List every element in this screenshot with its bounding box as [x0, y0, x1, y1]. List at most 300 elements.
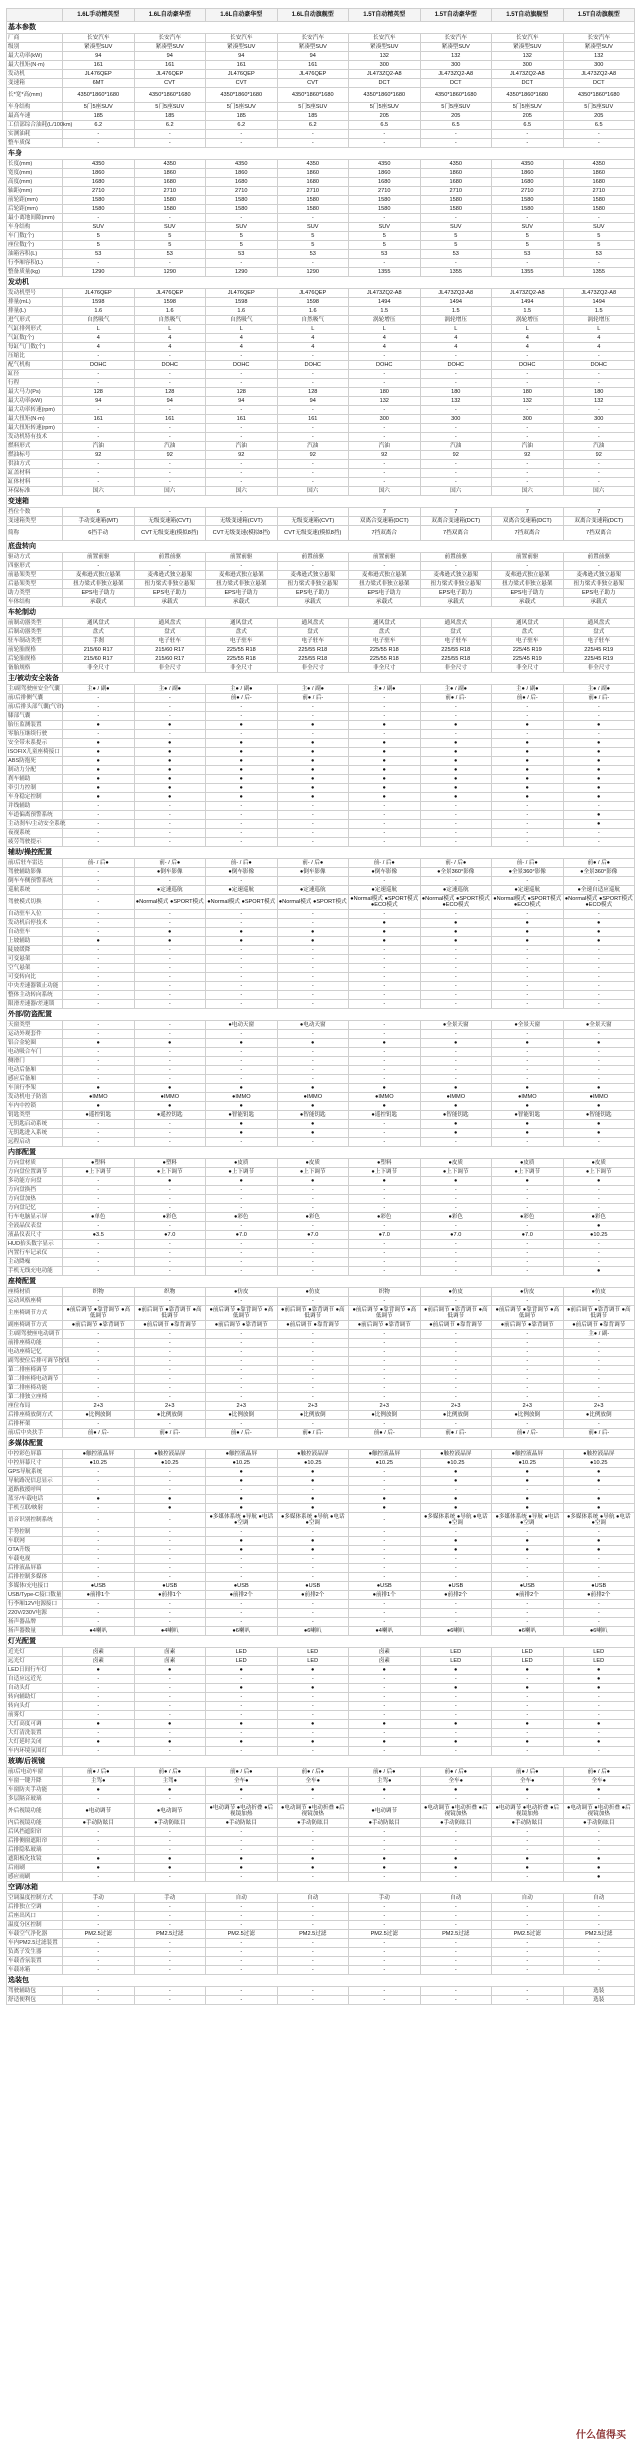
spec-row: [7, 589, 635, 598]
spec-label: 大灯延时关闭: [7, 1738, 63, 1747]
spec-value: 2+3: [134, 1402, 206, 1411]
spec-value: -: [63, 1138, 135, 1147]
spec-value: ●: [277, 1102, 349, 1111]
spec-value: -: [134, 1987, 206, 1996]
spec-value: -: [420, 1204, 492, 1213]
spec-value: 扭力梁式非独立悬架: [349, 580, 421, 589]
spec-value: ●: [134, 739, 206, 748]
spec-row: [7, 1546, 635, 1555]
spec-value: 94: [206, 397, 278, 406]
spec-row: [7, 619, 635, 628]
spec-value: -: [563, 1939, 635, 1948]
spec-label: 手机无线充电功能: [7, 1267, 63, 1276]
spec-row: [7, 553, 635, 562]
spec-value: 1860: [63, 169, 135, 178]
spec-value: ●电动调节 ●电动折叠 ●后视镜加热: [277, 1804, 349, 1819]
header-row: [7, 9, 635, 22]
spec-value: -: [63, 1600, 135, 1609]
spec-value: ●: [349, 1504, 421, 1513]
spec-value: ●前后调节 ●靠背调节: [349, 1321, 421, 1330]
spec-label: 最大马力(Ps): [7, 388, 63, 397]
spec-value: 长安汽车: [63, 34, 135, 43]
spec-row: [7, 406, 635, 415]
spec-label: 空气悬架: [7, 964, 63, 973]
spec-value: -: [349, 694, 421, 703]
spec-row: [7, 1711, 635, 1720]
spec-value: 通风盘式: [492, 619, 564, 628]
spec-value: 205: [349, 112, 421, 121]
spec-row: [7, 1912, 635, 1921]
spec-label: GPS导航系统: [7, 1468, 63, 1477]
spec-value: DOHC: [134, 361, 206, 370]
spec-value: ●: [349, 1102, 421, 1111]
spec-value: -: [206, 1393, 278, 1402]
spec-row: [7, 316, 635, 325]
spec-value: -: [349, 259, 421, 268]
spec-value: ●: [349, 1084, 421, 1093]
spec-value: -: [206, 1075, 278, 1084]
spec-value: 161: [63, 61, 135, 70]
spec-value: -: [349, 1513, 421, 1528]
spec-row: [7, 1666, 635, 1675]
spec-row: [7, 730, 635, 739]
spec-value: ●触控液晶屏: [134, 1450, 206, 1459]
spec-label: 长*宽*高(mm): [7, 88, 63, 103]
spec-value: 5: [349, 232, 421, 241]
spec-value: JL473ZQ2-A8: [492, 70, 564, 79]
spec-value: 麦弗逊式独立悬架: [349, 571, 421, 580]
spec-value: 手动: [349, 1894, 421, 1903]
spec-value: ●彩色: [420, 1213, 492, 1222]
spec-value: 织物: [134, 1288, 206, 1297]
spec-row: [7, 1537, 635, 1546]
spec-value: ●: [206, 1177, 278, 1186]
spec-value: -: [420, 406, 492, 415]
spec-label: 胎压监测装置: [7, 721, 63, 730]
spec-value: 通风盘式: [349, 619, 421, 628]
spec-value: JL476QEP: [63, 70, 135, 79]
spec-value: 7: [349, 508, 421, 517]
spec-value: 5门5座SUV: [349, 103, 421, 112]
spec-row: [7, 1120, 635, 1129]
spec-value: 盘式: [206, 628, 278, 637]
spec-value: -: [63, 562, 135, 571]
spec-value: -: [563, 1393, 635, 1402]
spec-value: ●10.25: [63, 1459, 135, 1468]
spec-value: -: [349, 1075, 421, 1084]
spec-label: 转向头灯: [7, 1702, 63, 1711]
spec-value: 7: [420, 508, 492, 517]
spec-label: 空调温度控制方式: [7, 1894, 63, 1903]
spec-value: -: [349, 1987, 421, 1996]
spec-value: -: [492, 1222, 564, 1231]
spec-value: ●: [277, 1039, 349, 1048]
spec-row: [7, 268, 635, 277]
spec-value: ●: [563, 1084, 635, 1093]
spec-value: -: [492, 1828, 564, 1837]
spec-value: -: [63, 1987, 135, 1996]
spec-value: -: [277, 1138, 349, 1147]
spec-value: -: [206, 130, 278, 139]
spec-row: [7, 1627, 635, 1636]
spec-value: -: [349, 1966, 421, 1975]
spec-label: 整车质保: [7, 139, 63, 148]
spec-value: 扭力梁式非独立悬架: [492, 580, 564, 589]
spec-value: 161: [277, 415, 349, 424]
spec-label: 倒车车侧预警系统: [7, 877, 63, 886]
spec-value: ●: [420, 1120, 492, 1129]
spec-value: ●前后调节 ●靠背调节 ●高低调节: [349, 1306, 421, 1321]
spec-label: 每缸气门数(个): [7, 343, 63, 352]
spec-value: PM2.5过滤: [277, 1930, 349, 1939]
spec-value: -: [349, 730, 421, 739]
spec-value: ●: [277, 1477, 349, 1486]
spec-value: ●皮质: [277, 1159, 349, 1168]
spec-label: 后轮胎规格: [7, 655, 63, 664]
spec-value: CVT无级变速(模拟8挡): [206, 526, 278, 541]
spec-value: -: [63, 370, 135, 379]
spec-value: -: [349, 1000, 421, 1009]
spec-value: -: [420, 379, 492, 388]
spec-label: 主/副驾驶座电动调节: [7, 1330, 63, 1339]
spec-row: [7, 1957, 635, 1966]
spec-value: 电子驻车: [492, 637, 564, 646]
spec-row: [7, 1231, 635, 1240]
spec-value: -: [349, 1573, 421, 1582]
spec-value: -: [349, 1903, 421, 1912]
spec-value: -: [63, 1996, 135, 2005]
spec-value: -: [277, 1921, 349, 1930]
spec-value: -: [134, 469, 206, 478]
spec-value: -: [206, 214, 278, 223]
spec-value: -: [492, 1057, 564, 1066]
spec-value: -: [420, 1837, 492, 1846]
spec-value: -: [63, 1903, 135, 1912]
spec-value: L: [563, 325, 635, 334]
spec-value: ●: [134, 784, 206, 793]
spec-value: ●: [206, 721, 278, 730]
spec-row: [7, 694, 635, 703]
spec-value: LED: [563, 1657, 635, 1666]
spec-value: ●: [134, 757, 206, 766]
spec-value: 7: [563, 508, 635, 517]
spec-value: -: [420, 1948, 492, 1957]
spec-value: -: [206, 562, 278, 571]
spec-value: -: [134, 1564, 206, 1573]
spec-label: 第二排座椅功能: [7, 1384, 63, 1393]
spec-value: ●智能钥匙: [420, 1111, 492, 1120]
spec-value: 300: [420, 61, 492, 70]
spec-value: -: [63, 214, 135, 223]
spec-value: 2710: [206, 187, 278, 196]
spec-value: -: [206, 1204, 278, 1213]
spec-value: 电子驻车: [206, 637, 278, 646]
spec-value: -: [277, 910, 349, 919]
spec-label: 助力类型: [7, 589, 63, 598]
spec-value: ●: [134, 1039, 206, 1048]
spec-label: 温度分区控制: [7, 1921, 63, 1930]
spec-value: ●仿皮: [206, 1288, 278, 1297]
spec-value: -: [492, 1966, 564, 1975]
spec-value: -: [563, 139, 635, 148]
spec-value: -: [63, 1486, 135, 1495]
spec-value: ●上下调节: [134, 1168, 206, 1177]
spec-value: -: [277, 1747, 349, 1756]
spec-value: EPS电子助力: [63, 589, 135, 598]
spec-value: ●前排1个: [134, 1591, 206, 1600]
spec-row: [7, 1057, 635, 1066]
spec-value: 电子驻车: [277, 637, 349, 646]
spec-value: 自动: [420, 1894, 492, 1903]
spec-value: JL473ZQ2-A8: [563, 70, 635, 79]
spec-value: -: [277, 973, 349, 982]
spec-value: -: [563, 424, 635, 433]
spec-table: [6, 8, 635, 2005]
spec-value: -: [277, 1222, 349, 1231]
spec-value: -: [420, 877, 492, 886]
spec-value: ●上下调节: [563, 1168, 635, 1177]
spec-value: -: [63, 1297, 135, 1306]
spec-value: 6.5: [492, 121, 564, 130]
spec-value: 185: [134, 112, 206, 121]
spec-value: ●6喇叭: [420, 1627, 492, 1636]
spec-row: [7, 886, 635, 895]
spec-value: ●: [492, 1177, 564, 1186]
spec-value: 扭力梁式非独立悬架: [134, 580, 206, 589]
spec-value: -: [206, 811, 278, 820]
spec-value: -: [349, 1330, 421, 1339]
spec-value: -: [420, 1702, 492, 1711]
spec-value: -: [134, 1609, 206, 1618]
spec-value: -: [134, 1828, 206, 1837]
spec-label: 前轮胎规格: [7, 646, 63, 655]
spec-value: SUV: [349, 223, 421, 232]
spec-row: [7, 1159, 635, 1168]
spec-value: -: [206, 1795, 278, 1804]
spec-value: -: [563, 1921, 635, 1930]
spec-row: [7, 1075, 635, 1084]
section-title: 玻璃/后视镜: [7, 1756, 635, 1768]
spec-value: 4350*1860*1680: [134, 88, 206, 103]
spec-value: ●触控液晶屏: [420, 1450, 492, 1459]
spec-value: ●定速巡航: [420, 886, 492, 895]
spec-value: -: [206, 1711, 278, 1720]
spec-value: ●塑料: [63, 1159, 135, 1168]
spec-value: -: [206, 1675, 278, 1684]
spec-value: -: [349, 1921, 421, 1930]
spec-value: SUV: [134, 223, 206, 232]
spec-value: -: [349, 1528, 421, 1537]
spec-value: -: [134, 1477, 206, 1486]
spec-value: -: [206, 982, 278, 991]
spec-value: 1.5: [349, 307, 421, 316]
spec-value: -: [63, 1828, 135, 1837]
spec-value: -: [492, 1702, 564, 1711]
spec-value: ●7.0: [420, 1231, 492, 1240]
spec-label: 驻车制动类型: [7, 637, 63, 646]
spec-value: 53: [349, 250, 421, 259]
spec-label: 行李厢12V电源接口: [7, 1600, 63, 1609]
spec-value: -: [206, 820, 278, 829]
spec-value: -: [134, 820, 206, 829]
spec-value: 205: [563, 112, 635, 121]
spec-value: -: [63, 1420, 135, 1429]
spec-value: ●: [420, 784, 492, 793]
spec-value: -: [492, 1564, 564, 1573]
spec-value: -: [277, 838, 349, 847]
spec-row: [7, 103, 635, 112]
spec-value: -: [134, 1957, 206, 1966]
spec-value: 自然吸气: [206, 316, 278, 325]
spec-value: ●电动调节 ●电动折叠 ●后视镜加热: [492, 1804, 564, 1819]
spec-value: ●: [492, 784, 564, 793]
spec-value: -: [134, 1339, 206, 1348]
spec-row: [7, 1411, 635, 1420]
spec-row: [7, 1804, 635, 1819]
spec-value: 1598: [277, 298, 349, 307]
spec-value: 主● / 副●: [349, 685, 421, 694]
spec-value: -: [349, 1684, 421, 1693]
spec-label: 多媒体/充电接口: [7, 1582, 63, 1591]
spec-value: -: [492, 1330, 564, 1339]
spec-value: ●: [563, 766, 635, 775]
spec-value: 2710: [277, 187, 349, 196]
spec-value: -: [492, 478, 564, 487]
spec-value: -: [277, 1357, 349, 1366]
spec-value: 汽油: [134, 442, 206, 451]
section-header: [7, 847, 635, 859]
spec-label: 座椅材质: [7, 1288, 63, 1297]
spec-value: -: [492, 1375, 564, 1384]
spec-value: 6.2: [63, 121, 135, 130]
spec-value: -: [63, 1729, 135, 1738]
spec-value: -: [206, 703, 278, 712]
spec-value: L: [63, 325, 135, 334]
spec-value: -: [63, 379, 135, 388]
spec-value: -: [420, 352, 492, 361]
spec-row: [7, 1297, 635, 1306]
spec-value: 麦弗逊式独立悬架: [63, 571, 135, 580]
spec-value: -: [277, 139, 349, 148]
spec-row: [7, 1600, 635, 1609]
spec-label: 后排杯架: [7, 1420, 63, 1429]
spec-value: ●USB: [349, 1582, 421, 1591]
spec-value: 通风盘式: [206, 619, 278, 628]
spec-value: 5: [492, 232, 564, 241]
spec-value: ●定速巡航: [349, 886, 421, 895]
spec-value: PM2.5过滤: [134, 1930, 206, 1939]
spec-value: -: [206, 1384, 278, 1393]
spec-value: 4350*1860*1680: [63, 88, 135, 103]
spec-value: -: [277, 991, 349, 1000]
spec-label: 工信部综合油耗(L/100km): [8, 121, 73, 128]
spec-value: 132: [349, 52, 421, 61]
section-title: 底盘转向: [7, 541, 635, 553]
spec-value: 前置前驱: [420, 553, 492, 562]
spec-value: 2710: [420, 187, 492, 196]
spec-value: 1580: [563, 205, 635, 214]
spec-row: [7, 1786, 635, 1795]
spec-row: [7, 1855, 635, 1864]
spec-value: ●7.0: [134, 1231, 206, 1240]
section-header: [7, 1882, 635, 1894]
spec-value: -: [492, 1267, 564, 1276]
spec-value: ●: [206, 748, 278, 757]
spec-value: -: [134, 1258, 206, 1267]
spec-value: -: [134, 1249, 206, 1258]
spec-label: 后排独立空调: [7, 1903, 63, 1912]
spec-value: -: [206, 1057, 278, 1066]
spec-row: [7, 1393, 635, 1402]
spec-value: 6.2: [206, 121, 278, 130]
spec-value: -: [492, 139, 564, 148]
spec-row: [7, 1204, 635, 1213]
spec-value: ●手动防眩目: [134, 1819, 206, 1828]
spec-label: 缸径: [7, 370, 63, 379]
spec-value: 主● / 副-: [563, 1330, 635, 1339]
spec-value: -: [563, 1375, 635, 1384]
spec-value: -: [277, 919, 349, 928]
spec-value: -: [349, 1912, 421, 1921]
spec-value: 非全尺寸: [63, 664, 135, 673]
spec-row: [7, 1138, 635, 1147]
spec-row: [7, 433, 635, 442]
spec-label: 车窗防夹手功能: [7, 1786, 63, 1795]
spec-value: ●触控液晶屏: [492, 1450, 564, 1459]
spec-label: 压缩比: [7, 352, 63, 361]
spec-value: 涡轮增压: [420, 316, 492, 325]
spec-value: ●: [492, 919, 564, 928]
spec-value: 汽油: [349, 442, 421, 451]
spec-value: -: [563, 712, 635, 721]
spec-value: ●: [63, 1495, 135, 1504]
spec-value: -: [277, 946, 349, 955]
spec-value: ●: [492, 1495, 564, 1504]
spec-value: ●全景天窗: [492, 1021, 564, 1030]
spec-value: -: [349, 1468, 421, 1477]
spec-value: 麦弗逊式独立悬架: [563, 571, 635, 580]
spec-value: -: [277, 1066, 349, 1075]
spec-value: -: [206, 1912, 278, 1921]
spec-value: ●: [134, 1495, 206, 1504]
spec-value: -: [420, 1555, 492, 1564]
spec-value: ●7.0: [492, 1231, 564, 1240]
spec-value: 电子驻车: [349, 637, 421, 646]
spec-value: 前- / 后●: [134, 859, 206, 868]
spec-value: ●触控液晶屏: [349, 1450, 421, 1459]
spec-value: -: [492, 946, 564, 955]
spec-value: -: [134, 1057, 206, 1066]
spec-value: 300: [563, 415, 635, 424]
spec-value: ●: [563, 1495, 635, 1504]
spec-value: ●: [563, 1504, 635, 1513]
spec-label: 前/后中央扶手: [7, 1429, 63, 1438]
spec-value: SUV: [563, 223, 635, 232]
spec-label: 后排侧窗遮阳帘: [7, 1837, 63, 1846]
spec-value: ●: [563, 1120, 635, 1129]
spec-row: [7, 1939, 635, 1948]
spec-value: -: [206, 1948, 278, 1957]
spec-value: 国六: [277, 487, 349, 496]
spec-value: ●比例放倒: [206, 1411, 278, 1420]
spec-value: -: [134, 730, 206, 739]
spec-value: -: [63, 1513, 135, 1528]
spec-value: ●前后调节 ●靠背调节 ●高低调节: [492, 1306, 564, 1321]
spec-value: -: [563, 1186, 635, 1195]
spec-row: [7, 964, 635, 973]
spec-value: -: [420, 703, 492, 712]
spec-value: -: [134, 877, 206, 886]
